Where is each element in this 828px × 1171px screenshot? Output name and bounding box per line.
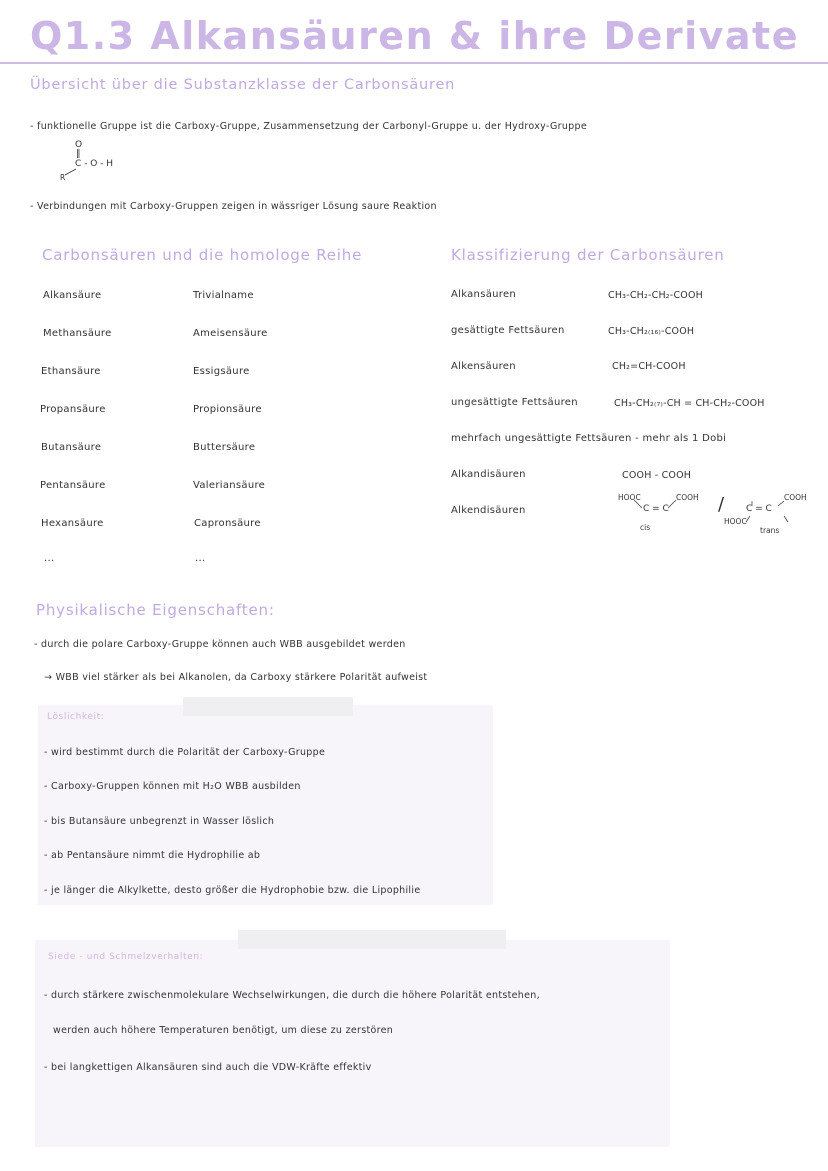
- physical-line2: → WBB viel stärker als bei Alkanolen, da Carboxy stärkere Polarität aufweist: [44, 672, 428, 683]
- r-group: R: [60, 173, 66, 182]
- cis-double-bond: C = C: [643, 504, 669, 514]
- homolog-row-trivial: Ameisensäure: [193, 328, 268, 339]
- class-row-name: Alkendisäuren: [451, 505, 526, 516]
- solubility-title: Löslichkeit:: [47, 712, 105, 722]
- class-row-name: mehrfach ungesättigte Fettsäuren - mehr als 1 Dobi: [451, 433, 727, 444]
- col-header-alkanoic: Alkansäure: [43, 290, 102, 301]
- classification-heading: Klassifizierung der Carbonsäuren: [451, 246, 725, 264]
- boiling-tape: [238, 930, 506, 949]
- homolog-row-name: ...: [44, 553, 55, 564]
- class-row-formula: CH₃-CH₂₍₁₆₎-COOH: [608, 326, 695, 337]
- boiling-item: - bei langkettigen Alkansäuren sind auch die VDW-Kräfte effektiv: [44, 1062, 372, 1073]
- r-bond: [64, 168, 78, 176]
- functional-group-text: - funktionelle Gruppe ist die Carboxy-Gruppe, Zusammensetzung der Carbonyl-Gruppe u. der Hydroxy-Gruppe: [30, 121, 587, 132]
- homologous-heading: Carbonsäuren und die homologe Reihe: [42, 246, 363, 264]
- class-row-formula: CH₂=CH-COOH: [612, 361, 686, 372]
- homolog-row-name: Ethansäure: [41, 366, 101, 377]
- page-title: Q1.3 Alkansäuren & ihre Derivate: [30, 14, 799, 58]
- section-subtitle: Übersicht über die Substanzklasse der Carbonsäuren: [30, 77, 456, 93]
- boiling-item: werden auch höhere Temperaturen benötigt, um diese zu zerstören: [53, 1025, 394, 1036]
- homolog-row-trivial: Valeriansäure: [193, 480, 266, 491]
- boiling-title: Siede - und Schmelzverhalten:: [48, 952, 204, 962]
- trans-hooc: HOOC: [724, 517, 747, 526]
- carboxy-chain: C - O - H: [75, 159, 114, 169]
- physical-heading: Physikalische Eigenschaften:: [36, 601, 275, 619]
- boiling-box: [35, 940, 670, 1147]
- cis-bonds: [632, 500, 682, 510]
- title-underline: [0, 62, 828, 64]
- homolog-row-name: Propansäure: [40, 404, 106, 415]
- homolog-row-trivial: Propionsäure: [193, 404, 262, 415]
- col-header-trivial: Trivialname: [193, 290, 254, 301]
- class-row-name: Alkandisäuren: [451, 469, 526, 480]
- separator-slash: /: [718, 494, 725, 515]
- cis-trans-structures: [610, 490, 820, 540]
- solubility-item: - bis Butansäure unbegrenzt in Wasser löslich: [44, 816, 275, 827]
- trans-label: trans: [760, 526, 780, 535]
- solubility-item: - ab Pentansäure nimmt die Hydrophilie ab: [44, 850, 261, 861]
- carbonyl-oxygen: O: [75, 140, 83, 150]
- class-row-formula: CH₃-CH₂₍₇₎-CH = CH-CH₂-COOH: [614, 398, 765, 409]
- homolog-row-trivial: Essigsäure: [193, 366, 250, 377]
- solubility-item: - je länger die Alkylkette, desto größer die Hydrophobie bzw. die Lipophilie: [44, 885, 421, 896]
- class-row-name: gesättigte Fettsäuren: [451, 325, 565, 336]
- homolog-row-trivial: ...: [195, 553, 206, 564]
- trans-bonds: [740, 498, 800, 526]
- homolog-row-trivial: Buttersäure: [193, 442, 256, 453]
- boiling-item: - durch stärkere zwischenmolekulare Wechselwirkungen, die durch die höhere Polarität entstehen,: [44, 990, 540, 1001]
- class-row-formula: CH₃-CH₂-CH₂-COOH: [608, 290, 703, 301]
- homolog-row-name: Butansäure: [41, 442, 102, 453]
- double-bond: ‖: [76, 149, 81, 159]
- homolog-row-name: Methansäure: [43, 328, 112, 339]
- solubility-box: [38, 705, 493, 905]
- cis-label: cis: [640, 523, 651, 532]
- homolog-row-name: Hexansäure: [41, 518, 104, 529]
- class-row-name: ungesättigte Fettsäuren: [451, 397, 578, 408]
- trans-cooh: COOH: [784, 493, 807, 502]
- class-row-name: Alkensäuren: [451, 361, 516, 372]
- acid-reaction-text: - Verbindungen mit Carboxy-Gruppen zeigen in wässriger Lösung saure Reaktion: [30, 201, 437, 212]
- trans-double-bond: C = C: [746, 504, 772, 514]
- class-row-formula: COOH - COOH: [622, 470, 692, 481]
- solubility-item: - Carboxy-Gruppen können mit H₂O WBB ausbilden: [44, 781, 301, 792]
- homolog-row-trivial: Capronsäure: [194, 518, 261, 529]
- homolog-row-name: Pentansäure: [40, 480, 106, 491]
- carboxy-structure: [56, 140, 146, 185]
- cis-cooh: COOH: [676, 493, 699, 502]
- physical-line1: - durch die polare Carboxy-Gruppe können auch WBB ausgebildet werden: [34, 639, 406, 650]
- class-row-name: Alkansäuren: [451, 289, 517, 300]
- solubility-tape: [183, 697, 353, 716]
- solubility-item: - wird bestimmt durch die Polarität der Carboxy-Gruppe: [44, 747, 326, 758]
- cis-hooc: HOOC: [618, 493, 641, 502]
